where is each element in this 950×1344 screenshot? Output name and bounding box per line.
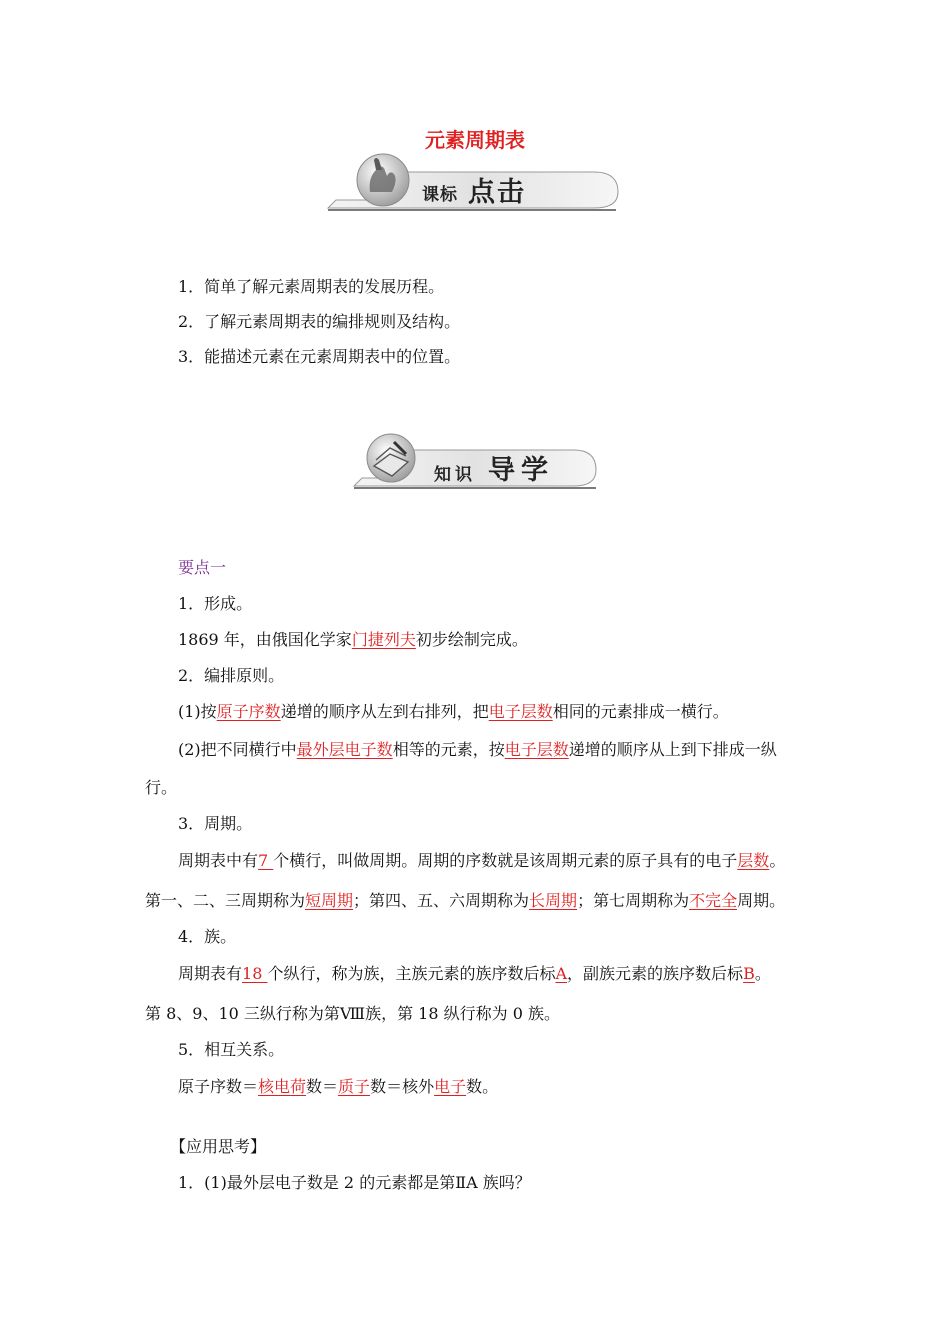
answer-blank: 最外层电子数 xyxy=(296,740,393,759)
text: 数＝核外 xyxy=(370,1077,435,1096)
banner1-label-large: 点击 xyxy=(468,177,526,208)
text: ；第四、五、六周期称为 xyxy=(353,891,530,910)
text: 相同的元素排成一横行。 xyxy=(552,702,729,721)
text: 1869 年，由俄国化学家 xyxy=(178,630,352,649)
banner-course-standard xyxy=(326,150,624,214)
principle-line-2-cont: 行。 xyxy=(145,778,178,797)
answer-blank: 门捷列夫 xyxy=(351,630,416,649)
section-heading: 要点一 xyxy=(178,558,227,577)
answer-blank: 长周期 xyxy=(529,891,578,910)
period-line-2 xyxy=(145,890,785,912)
answer-blank: 电子 xyxy=(434,1077,467,1096)
answer-blank: 层数 xyxy=(737,851,770,870)
banner-knowledge-guide xyxy=(352,428,602,492)
answer-blank: B xyxy=(743,964,755,983)
text: 原子序数＝ xyxy=(178,1077,259,1096)
text: 。 xyxy=(769,851,786,870)
text: 初步绘制完成。 xyxy=(415,630,528,649)
text: 数。 xyxy=(466,1077,499,1096)
group-line-2: 第 8、9、10 三纵行称为第Ⅷ族，第 18 纵行称为 0 族。 xyxy=(145,1004,560,1023)
page-title: 元素周期表 xyxy=(425,128,525,152)
relation-heading: 5．相互关系。 xyxy=(178,1040,285,1059)
think-question-1: 1．(1)最外层电子数是 2 的元素都是第ⅡA 族吗？ xyxy=(178,1173,531,1192)
text: 周期。 xyxy=(737,891,786,910)
answer-blank: 电子层数 xyxy=(504,740,569,759)
objective-item: 3．能描述元素在元素周期表中的位置。 xyxy=(178,347,461,366)
hand-icon xyxy=(354,152,412,208)
period-line-1 xyxy=(178,850,785,872)
principle-line-1 xyxy=(178,701,729,723)
period-heading: 3．周期。 xyxy=(178,814,253,833)
think-heading: 【应用思考】 xyxy=(170,1137,267,1156)
answer-blank: 7 xyxy=(258,851,274,870)
answer-blank: 不完全 xyxy=(689,891,738,910)
answer-blank: 电子层数 xyxy=(488,702,553,721)
text: 个横行，叫做周期。周期的序数就是该周期元素的原子具有的电子 xyxy=(273,851,738,870)
book-icon xyxy=(364,432,418,484)
banner2-label-large: 导学 xyxy=(488,455,554,486)
answer-blank: 质子 xyxy=(338,1077,371,1096)
objective-item: 1．简单了解元素周期表的发展历程。 xyxy=(178,277,445,296)
answer-blank: 核电荷 xyxy=(258,1077,307,1096)
text: 周期表中有 xyxy=(178,851,259,870)
text: ，副族元素的族序数后标 xyxy=(567,964,744,983)
group-heading: 4．族。 xyxy=(178,927,237,946)
text: (1)按 xyxy=(178,702,217,721)
text: 个纵行，称为族，主族元素的族序数后标 xyxy=(267,964,556,983)
banner2-label-small: 知识 xyxy=(434,465,476,485)
text: (2)把不同横行中 xyxy=(178,740,297,759)
principle-heading: 2．编排原则。 xyxy=(178,666,285,685)
answer-blank: 18 xyxy=(242,964,268,983)
group-line-1 xyxy=(178,963,771,985)
objective-item: 2．了解元素周期表的编排规则及结构。 xyxy=(178,312,461,331)
formation-line xyxy=(178,629,528,651)
text: 递增的顺序从左到右排列，把 xyxy=(280,702,489,721)
answer-blank: 短周期 xyxy=(305,891,354,910)
principle-line-2 xyxy=(178,739,777,761)
text: 周期表有 xyxy=(178,964,243,983)
answer-blank: 原子序数 xyxy=(216,702,281,721)
text: 相等的元素，按 xyxy=(392,740,505,759)
text: 数＝ xyxy=(306,1077,339,1096)
banner1-label-small: 课标 xyxy=(422,185,458,205)
answer-blank: A xyxy=(555,964,568,983)
text: ；第七周期称为 xyxy=(577,891,690,910)
relation-line xyxy=(178,1076,498,1098)
formation-heading: 1．形成。 xyxy=(178,594,253,613)
text: 第一、二、三周期称为 xyxy=(145,891,306,910)
text: 递增的顺序从上到下排成一纵 xyxy=(568,740,777,759)
text: 。 xyxy=(754,964,771,983)
